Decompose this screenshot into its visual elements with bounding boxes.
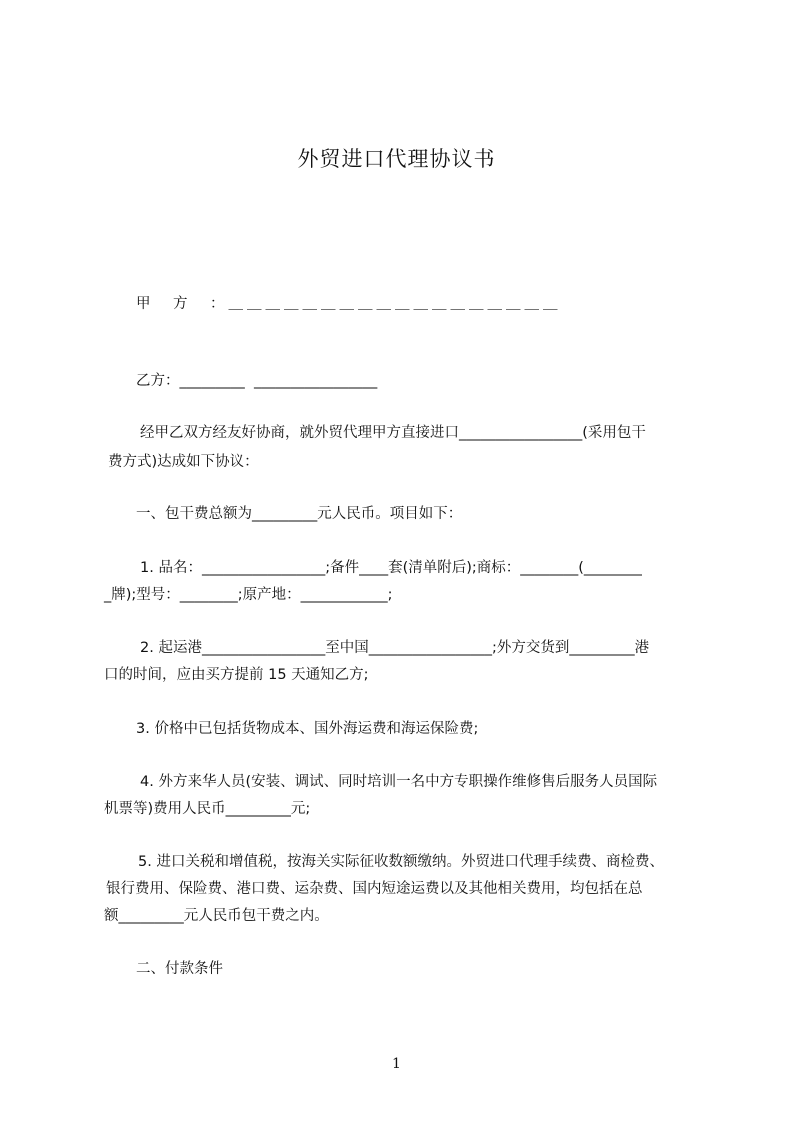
- item-2-line-2: 口的时间，应由买方提前 15 天通知乙方;: [104, 667, 369, 683]
- item-1-line-1: 1. 品名：_________________;备件____套(清单附后);商标：________(________: [140, 560, 642, 576]
- item-5-line-3: 额_________元人民币包干费之内。: [104, 908, 329, 924]
- party-a-line: 甲 方 ：＿＿＿＿＿＿＿＿＿＿＿＿＿＿＿＿＿＿: [136, 296, 562, 312]
- item-5-line-1: 5. 进口关税和增值税，按海关实际征收数额缴纳。外贸进口代理手续费、商检费、: [138, 854, 664, 870]
- item-4-line-1: 4. 外方来华人员(安装、调试、同时培训一名中方专职操作维修售后服务人员国际: [140, 774, 658, 790]
- item-3-line: 3. 价格中已包括货物成本、国外海运费和海运保险费;: [136, 721, 479, 737]
- intro-line-2: 费方式)达成如下协议：: [108, 454, 259, 470]
- section-2-title: 二、付款条件: [136, 961, 223, 977]
- page-number: 1: [392, 1056, 401, 1072]
- item-2-line-1: 2. 起运港_________________至中国_________________;外方交货到_________港: [140, 640, 650, 656]
- intro-line-1: 经甲乙双方经友好协商，就外贸代理甲方直接进口_________________(采用包干: [140, 425, 646, 441]
- item-4-line-2: 机票等)费用人民币_________元;: [104, 801, 311, 817]
- document-title: 外贸进口代理协议书: [297, 147, 496, 171]
- party-b-line: 乙方：_________ _________________: [136, 373, 378, 389]
- section-1-title: 一、包干费总额为_________元人民币。项目如下：: [136, 506, 463, 522]
- item-5-line-2: 银行费用、保险费、港口费、运杂费、国内短途运费以及其他相关费用，均包括在总: [106, 881, 643, 897]
- item-1-line-2: _牌);型号：________;原产地：____________;: [104, 587, 393, 603]
